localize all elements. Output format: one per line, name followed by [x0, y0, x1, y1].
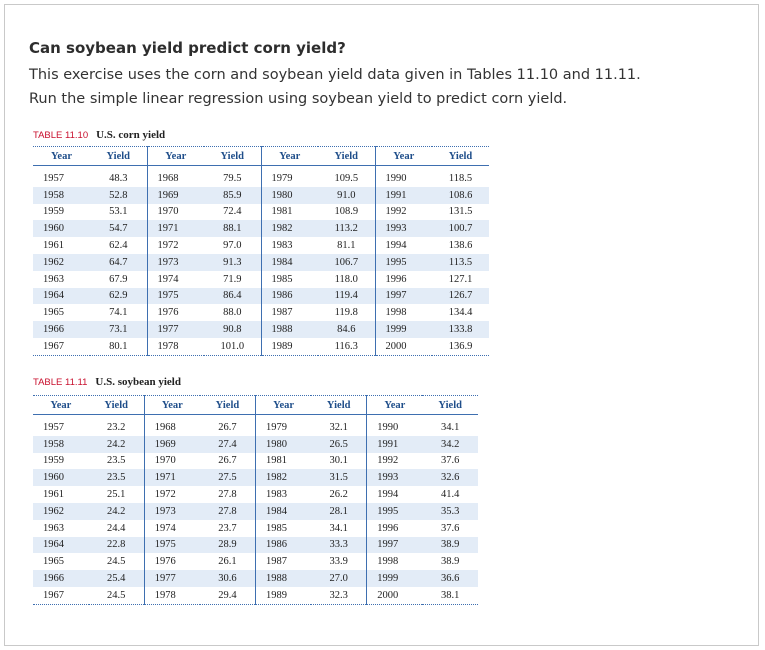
year-cell: 1971	[147, 220, 204, 237]
year-cell: 1994	[385, 240, 407, 252]
table-row	[33, 204, 489, 221]
yield-cell: 34.1	[441, 421, 460, 433]
year-cell: 1969	[147, 187, 204, 204]
table-row	[33, 419, 478, 436]
year-cell: 1966	[33, 321, 90, 338]
year-cell: 1990	[377, 421, 399, 433]
yield-column-header: Yield	[432, 147, 489, 166]
yield-cell: 25.1	[89, 486, 145, 503]
year-cell: 1990	[385, 172, 407, 184]
yield-cell: 23.5	[89, 469, 145, 486]
yield-cell: 26.7	[200, 419, 256, 436]
yield-cell: 26.5	[311, 436, 367, 453]
year-cell: 1986	[261, 288, 318, 305]
table-row	[33, 170, 489, 187]
year-column-header: Year	[367, 396, 423, 415]
yield-cell: 127.1	[448, 273, 473, 285]
year-cell: 1997	[367, 537, 423, 554]
table-row	[33, 220, 489, 237]
year-cell: 1983	[266, 489, 287, 501]
yield-column-header: Yield	[204, 147, 261, 166]
year-cell: 1965	[43, 307, 64, 319]
yield-cell: 62.4	[90, 237, 147, 254]
table-row	[33, 520, 478, 537]
yield-cell: 41.4	[441, 489, 460, 501]
yield-cell: 27.8	[200, 503, 256, 520]
year-cell: 1958	[33, 436, 89, 453]
year-cell: 1959	[43, 455, 64, 467]
year-cell: 1958	[33, 187, 90, 204]
year-cell: 1972	[154, 489, 176, 501]
year-cell: 1979	[271, 172, 293, 184]
yield-cell: 119.8	[318, 304, 375, 321]
year-cell: 1976	[157, 307, 179, 319]
table-row	[33, 587, 478, 604]
yield-column-header: Yield	[318, 147, 375, 166]
yield-cell: 37.6	[441, 522, 460, 534]
yield-cell: 86.4	[204, 288, 261, 305]
year-cell: 1994	[377, 489, 399, 501]
yield-cell: 27.4	[200, 436, 256, 453]
yield-cell: 23.7	[200, 520, 256, 537]
yield-cell: 30.1	[311, 453, 367, 470]
yield-cell: 23.5	[89, 453, 145, 470]
yield-cell: 119.4	[318, 288, 375, 305]
table-row	[33, 271, 489, 288]
year-cell: 1980	[261, 187, 318, 204]
question-title: Can soybean yield predict corn yield?	[29, 39, 346, 57]
table-row	[33, 254, 489, 271]
yield-cell: 32.1	[311, 419, 367, 436]
year-cell: 1987	[271, 307, 293, 319]
question-text-line-1: This exercise uses the corn and soybean yield data given in Tables 11.10 and 11.11.	[29, 67, 641, 83]
year-cell: 1979	[266, 421, 287, 433]
year-cell: 2000	[377, 589, 399, 601]
year-column-header: Year	[147, 147, 204, 166]
year-cell: 1999	[367, 570, 423, 587]
yield-cell: 33.9	[311, 553, 367, 570]
yield-cell: 23.2	[89, 419, 145, 436]
year-cell: 1976	[154, 556, 176, 568]
yield-cell: 113.2	[318, 220, 375, 237]
yield-cell: 126.7	[432, 288, 489, 305]
year-cell: 1984	[261, 254, 318, 271]
question-text-line-2: Run the simple linear regression using soybean yield to predict corn yield.	[29, 91, 568, 107]
year-cell: 1985	[266, 522, 287, 534]
year-cell: 1961	[43, 240, 64, 252]
yield-cell: 90.8	[204, 321, 261, 338]
year-column-header: Year	[33, 396, 89, 415]
corn-yield-table	[33, 146, 489, 356]
yield-cell: 28.1	[311, 503, 367, 520]
yield-cell: 101.0	[204, 338, 261, 355]
year-cell: 1968	[154, 421, 176, 433]
year-column-header: Year	[33, 147, 90, 166]
yield-column-header: Yield	[422, 396, 478, 415]
year-cell: 1957	[43, 172, 64, 184]
year-cell: 1962	[33, 254, 90, 271]
yield-cell: 31.5	[311, 469, 367, 486]
corn-table-header-row	[33, 147, 489, 166]
table-row	[33, 288, 489, 305]
year-cell: 1989	[266, 589, 287, 601]
yield-cell: 27.8	[200, 486, 256, 503]
year-cell: 1991	[367, 436, 423, 453]
year-cell: 1991	[375, 187, 432, 204]
yield-cell: 91.0	[318, 187, 375, 204]
yield-cell: 28.9	[200, 537, 256, 554]
year-cell: 1957	[43, 421, 64, 433]
yield-cell: 26.2	[311, 486, 367, 503]
yield-cell: 48.3	[90, 170, 147, 187]
yield-cell: 109.5	[318, 170, 375, 187]
soy-table-caption	[33, 376, 181, 388]
yield-cell: 52.8	[90, 187, 147, 204]
yield-cell: 64.7	[90, 254, 147, 271]
table-row	[33, 338, 489, 355]
yield-column-header: Yield	[200, 396, 256, 415]
year-cell: 1973	[147, 254, 204, 271]
year-cell: 1977	[144, 570, 200, 587]
yield-cell: 27.5	[200, 469, 256, 486]
yield-cell: 25.4	[89, 570, 145, 587]
yield-cell: 79.5	[204, 170, 261, 187]
year-cell: 1973	[144, 503, 200, 520]
table-row	[33, 469, 478, 486]
yield-cell: 88.0	[204, 304, 261, 321]
year-cell: 1964	[33, 537, 89, 554]
year-cell: 1998	[385, 307, 407, 319]
year-cell: 1974	[157, 273, 179, 285]
yield-cell: 97.0	[204, 237, 261, 254]
year-cell: 1980	[256, 436, 312, 453]
yield-cell: 30.6	[200, 570, 256, 587]
yield-cell: 37.6	[441, 455, 460, 467]
yield-cell: 53.1	[90, 204, 147, 221]
year-column-header: Year	[144, 396, 200, 415]
yield-column-header: Yield	[311, 396, 367, 415]
yield-cell: 24.2	[89, 503, 145, 520]
yield-cell: 32.3	[311, 587, 367, 604]
year-cell: 1989	[271, 340, 293, 352]
year-cell: 1986	[256, 537, 312, 554]
table-row	[33, 321, 489, 338]
yield-cell: 108.6	[432, 187, 489, 204]
year-cell: 1971	[144, 469, 200, 486]
year-cell: 1982	[261, 220, 318, 237]
year-column-header: Year	[375, 147, 432, 166]
year-cell: 1969	[144, 436, 200, 453]
yield-cell: 138.6	[448, 240, 473, 252]
soybean-yield-table	[33, 395, 478, 605]
yield-cell: 71.9	[204, 271, 261, 288]
table-row	[33, 436, 478, 453]
year-cell: 1982	[256, 469, 312, 486]
year-cell: 1959	[43, 206, 64, 218]
yield-cell: 26.1	[200, 553, 256, 570]
year-cell: 1996	[385, 273, 407, 285]
yield-cell: 35.3	[422, 503, 478, 520]
yield-cell: 38.1	[441, 589, 460, 601]
year-cell: 1975	[147, 288, 204, 305]
yield-cell: 38.9	[441, 556, 460, 568]
year-cell: 1992	[377, 455, 399, 467]
yield-cell: 106.7	[318, 254, 375, 271]
table-row	[33, 553, 478, 570]
yield-cell: 22.8	[89, 537, 145, 554]
yield-cell: 32.6	[422, 469, 478, 486]
year-cell: 1983	[271, 240, 293, 252]
year-cell: 1966	[33, 570, 89, 587]
table-row	[33, 453, 478, 470]
yield-cell: 100.7	[432, 220, 489, 237]
yield-cell: 29.4	[200, 587, 256, 604]
year-cell: 1963	[43, 273, 64, 285]
yield-cell: 131.5	[448, 206, 473, 218]
year-cell: 1999	[375, 321, 432, 338]
yield-cell: 38.9	[422, 537, 478, 554]
year-cell: 1978	[154, 589, 176, 601]
year-cell: 1993	[367, 469, 423, 486]
yield-cell: 24.5	[89, 553, 145, 570]
year-cell: 2000	[385, 340, 407, 352]
year-cell: 1984	[256, 503, 312, 520]
year-cell: 1974	[154, 522, 176, 534]
yield-cell: 118.5	[448, 172, 473, 184]
yield-cell: 133.8	[432, 321, 489, 338]
year-cell: 1995	[375, 254, 432, 271]
soy-table-name: U.S. soybean yield	[95, 376, 181, 388]
yield-column-header: Yield	[90, 147, 147, 166]
year-cell: 1968	[157, 172, 179, 184]
yield-cell: 73.1	[90, 321, 147, 338]
year-cell: 1970	[157, 206, 179, 218]
corn-table-label: TABLE 11.10	[33, 130, 89, 141]
year-cell: 1975	[144, 537, 200, 554]
yield-cell: 85.9	[204, 187, 261, 204]
year-cell: 1998	[377, 556, 399, 568]
year-cell: 1964	[33, 288, 90, 305]
year-cell: 1972	[157, 240, 179, 252]
yield-cell: 62.9	[90, 288, 147, 305]
yield-cell: 80.1	[90, 338, 147, 355]
year-cell: 1987	[266, 556, 287, 568]
table-row	[33, 304, 489, 321]
year-cell: 1995	[367, 503, 423, 520]
table-row	[33, 503, 478, 520]
year-cell: 1988	[261, 321, 318, 338]
yield-cell: 54.7	[90, 220, 147, 237]
year-cell: 1962	[33, 503, 89, 520]
yield-cell: 108.9	[318, 204, 375, 221]
year-cell: 1988	[256, 570, 312, 587]
yield-cell: 88.1	[204, 220, 261, 237]
year-cell: 1977	[147, 321, 204, 338]
year-cell: 1967	[43, 340, 64, 352]
year-cell: 1960	[33, 469, 89, 486]
yield-cell: 26.7	[200, 453, 256, 470]
year-cell: 1960	[33, 220, 90, 237]
table-row	[33, 537, 478, 554]
yield-cell: 72.4	[204, 204, 261, 221]
yield-cell: 27.0	[311, 570, 367, 587]
yield-cell: 34.1	[311, 520, 367, 537]
year-cell: 1963	[43, 522, 64, 534]
year-cell: 1981	[266, 455, 287, 467]
year-cell: 1978	[157, 340, 179, 352]
yield-cell: 136.9	[448, 340, 473, 352]
year-cell: 1970	[154, 455, 176, 467]
yield-cell: 84.6	[318, 321, 375, 338]
yield-cell: 134.4	[448, 307, 473, 319]
year-column-header: Year	[256, 396, 312, 415]
year-cell: 1985	[271, 273, 293, 285]
year-cell: 1997	[375, 288, 432, 305]
corn-table-caption	[33, 129, 165, 141]
yield-cell: 36.6	[422, 570, 478, 587]
soy-table-header-row	[33, 396, 478, 415]
yield-cell: 91.3	[204, 254, 261, 271]
year-cell: 1965	[43, 556, 64, 568]
soy-table-label: TABLE 11.11	[33, 377, 88, 388]
yield-cell: 118.0	[318, 271, 375, 288]
table-row	[33, 237, 489, 254]
year-cell: 1961	[43, 489, 64, 501]
yield-cell: 24.4	[89, 520, 145, 537]
question-card	[4, 4, 759, 646]
yield-cell: 74.1	[90, 304, 147, 321]
table-row	[33, 486, 478, 503]
year-cell: 1981	[271, 206, 293, 218]
year-cell: 1996	[377, 522, 399, 534]
yield-cell: 67.9	[90, 271, 147, 288]
year-column-header: Year	[261, 147, 318, 166]
yield-column-header: Yield	[89, 396, 145, 415]
yield-cell: 24.5	[89, 587, 145, 604]
table-row	[33, 570, 478, 587]
yield-cell: 33.3	[311, 537, 367, 554]
year-cell: 1967	[43, 589, 64, 601]
yield-cell: 81.1	[318, 237, 375, 254]
yield-cell: 34.2	[422, 436, 478, 453]
yield-cell: 24.2	[89, 436, 145, 453]
yield-cell: 113.5	[432, 254, 489, 271]
table-row	[33, 187, 489, 204]
year-cell: 1992	[385, 206, 407, 218]
yield-cell: 116.3	[318, 338, 375, 355]
year-cell: 1993	[375, 220, 432, 237]
corn-table-name: U.S. corn yield	[96, 129, 166, 141]
